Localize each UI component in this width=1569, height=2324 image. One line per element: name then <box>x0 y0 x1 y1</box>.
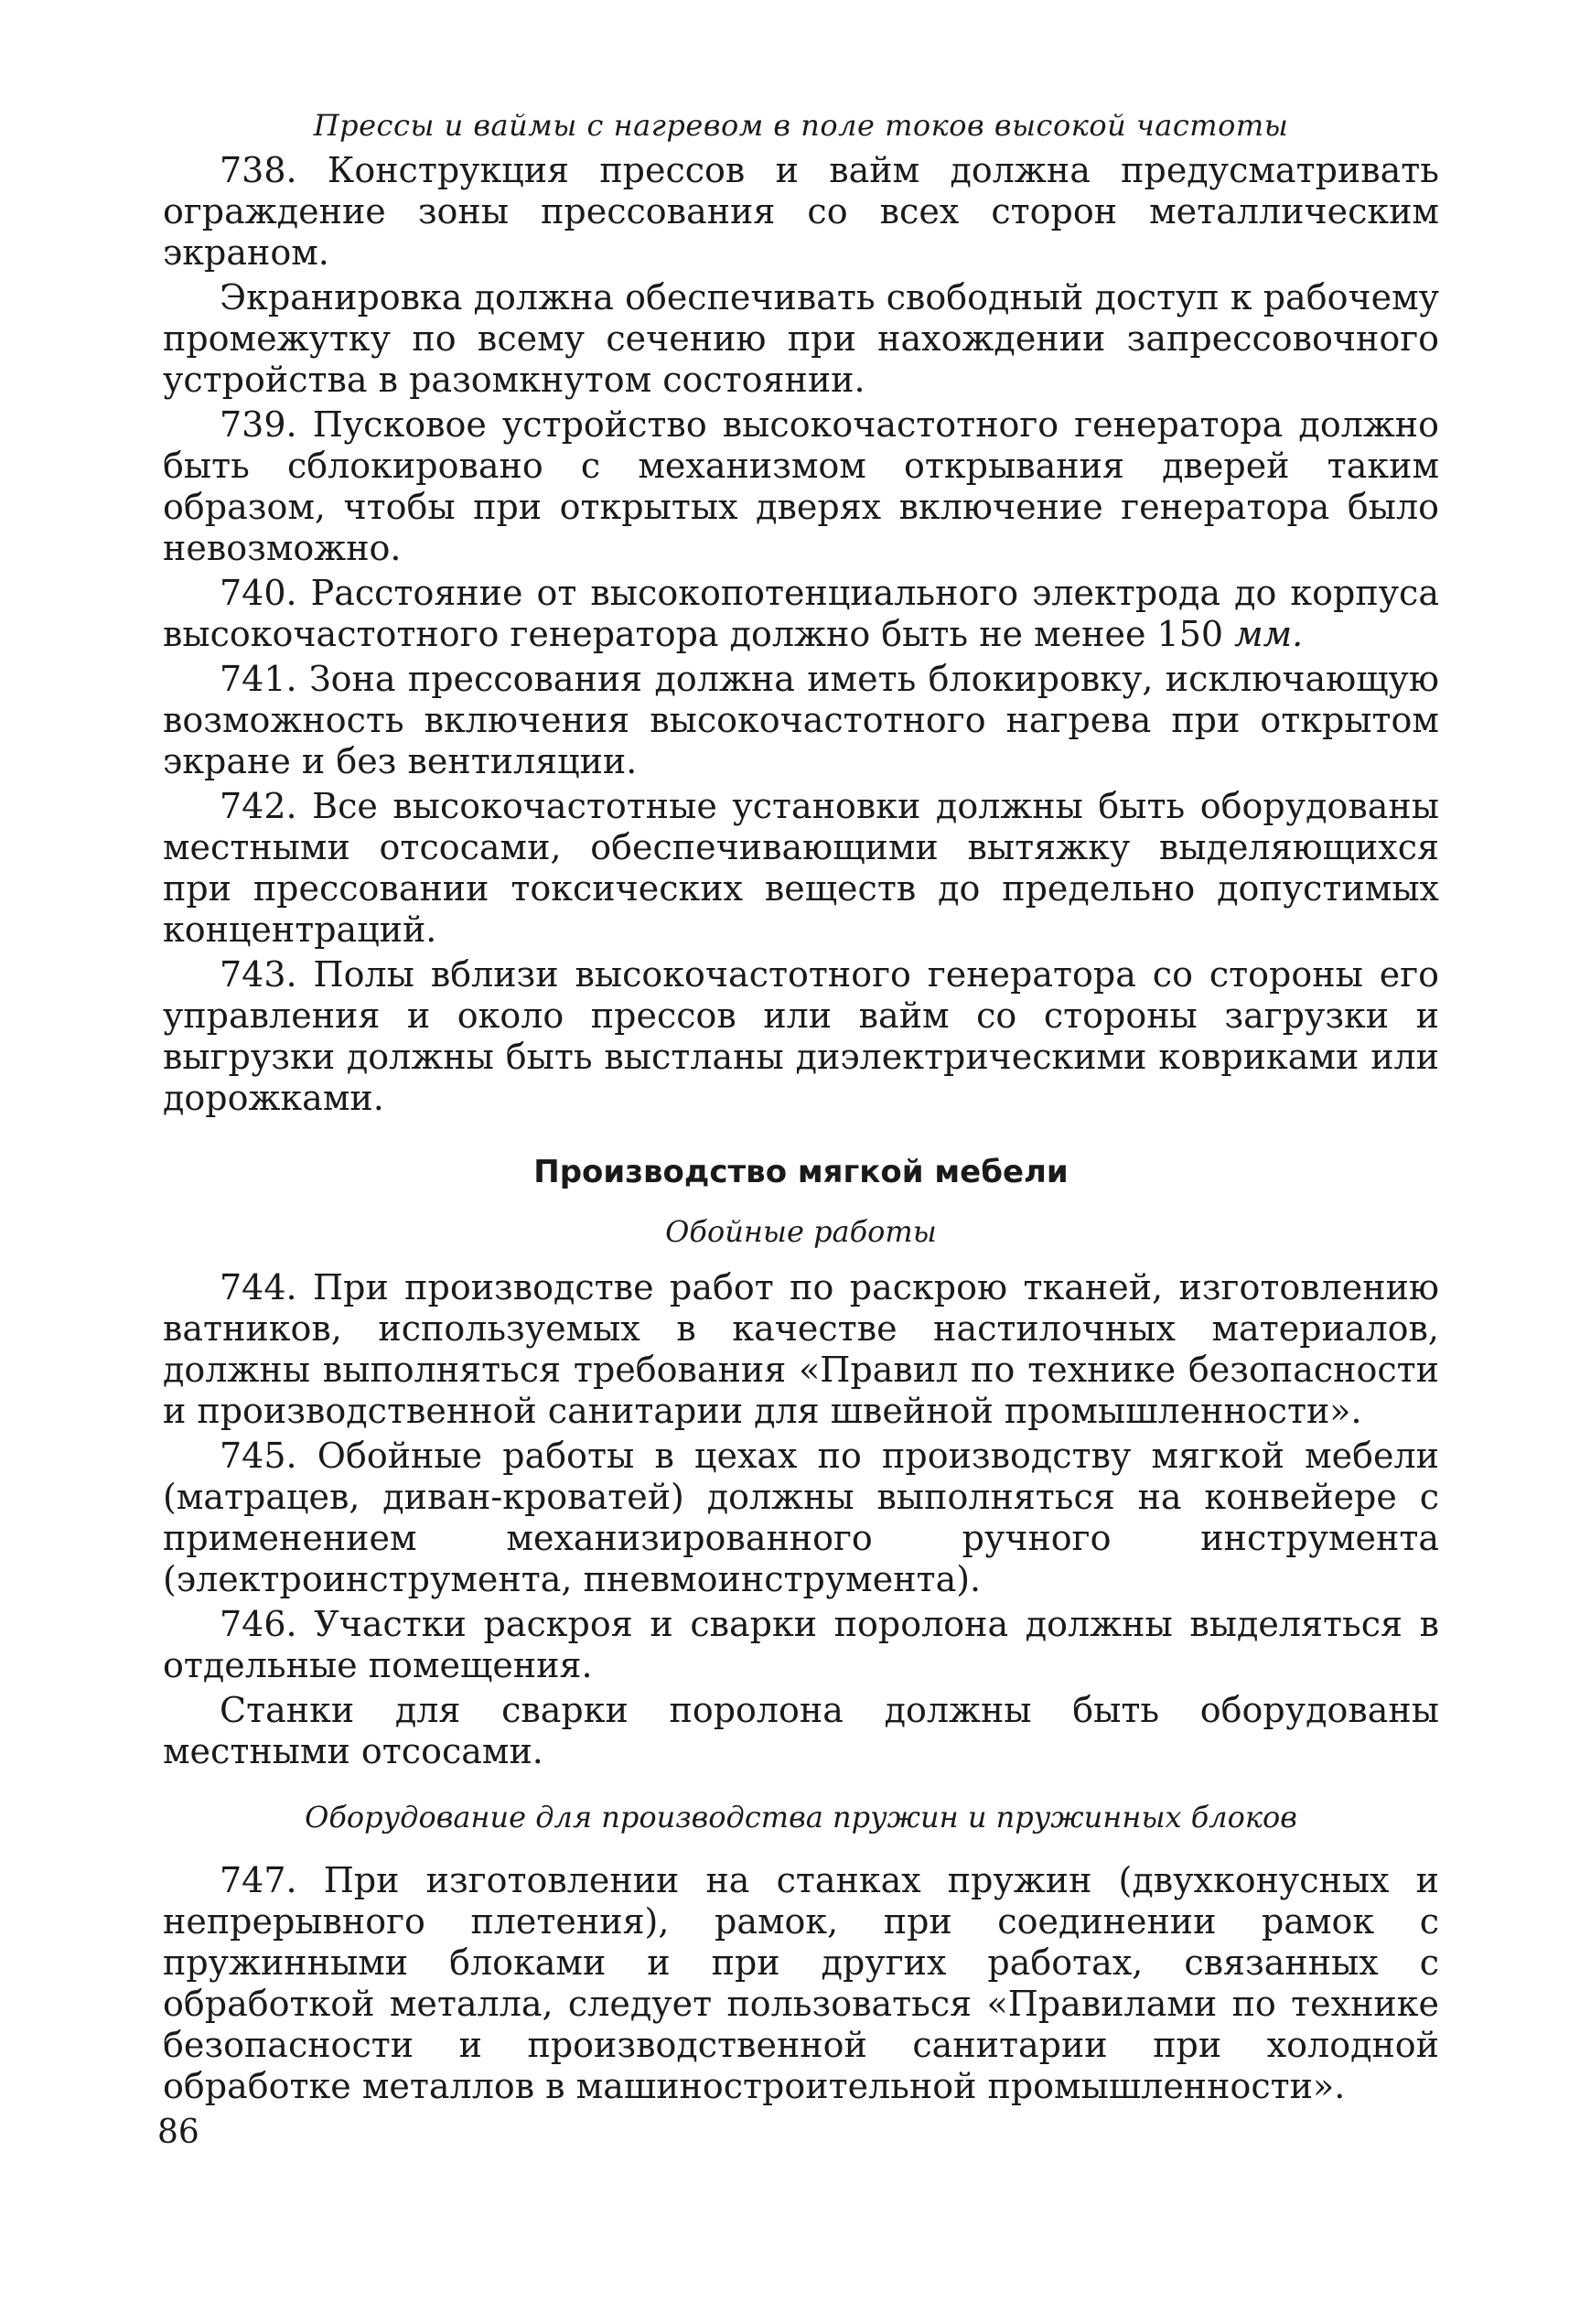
paragraph-740 <box>163 573 1439 655</box>
paragraph-742: 742. Все высокочастотные установки должны быть оборудованы местными отсосами, обеспечивающими вытяжку выделяющихся при прессовании токсических веществ до предельно допустимых концентраций. <box>163 786 1439 950</box>
paragraph-744: 744. При производстве работ по раскрою тканей, изготовлению ватников, используемых в качестве настилочных материалов, должны выполняться требования «Правил по технике безопасности и производственной санитарии для швейной промышленности». <box>163 1267 1439 1431</box>
paragraph-739: 739. Пусковое устройство высокочастотного генератора должно быть сблокировано с механизмом открывания дверей таким образом, чтобы при открытых дверях включение генератора было невозможно. <box>163 404 1439 568</box>
page-number: 86 <box>157 2114 199 2151</box>
document-page <box>163 108 1439 2111</box>
paragraph-741: 741. Зона прессования должна иметь блокировку, исключающую возможность включения высокочастотного нагрева при открытом экране и без вентиляции. <box>163 659 1439 781</box>
section-title: Производство мягкой мебели <box>533 1154 1069 1190</box>
paragraph-746: 746. Участки раскроя и сварки поролона должны выделяться в отдельные помещения. <box>163 1604 1439 1685</box>
paragraph-747: 747. При изготовлении на станках пружин (двухконусных и непрерывного плетения), рамок, при соединении рамок с пружинными блоками и при других работах, связанных с обработкой металла, следует пользоваться «Правилами по технике безопасности и производственной санитарии при холодной обработке металлов в машиностроительной промышленности». <box>163 1860 1439 2106</box>
subsection-title-springs: Оборудование для производства пружин и пружинных блоков <box>305 1800 1297 1834</box>
paragraph-738: 738. Конструкция прессов и вайм должна предусматривать ограждение зоны прессования со всех сторон металлическим экраном. <box>163 150 1439 273</box>
paragraph-740-text: 740. Расстояние от высокопотенциального электрода до корпуса высокочастотного генератора должно быть не менее 150 <box>163 573 1439 654</box>
paragraph-746-machines: Станки для сварки поролона должны быть оборудованы местными отсосами. <box>163 1690 1439 1771</box>
subsection-title-upholstery: Обойные работы <box>665 1214 937 1249</box>
paragraph-745: 745. Обойные работы в цехах по производству мягкой мебели (матрацев, диван-кроватей) должны выполняться на конвейере с применением механизированного ручного инструмента (электроинструмента, пневмоинструмента). <box>163 1436 1439 1599</box>
paragraph-740-unit: мм. <box>1234 614 1304 654</box>
paragraph-738-screening: Экранировка должна обеспечивать свободный доступ к рабочему промежутку по всему сечению при нахождении запрессовочного устройства в разомкнутом состоянии. <box>163 277 1439 400</box>
running-title: Прессы и ваймы с нагревом в поле токов высокой частоты <box>313 108 1289 143</box>
paragraph-743: 743. Полы вблизи высокочастотного генератора со стороны его управления и около прессов или вайм со стороны загрузки и выгрузки должны быть выстланы диэлектрическими ковриками или дорожками. <box>163 954 1439 1118</box>
